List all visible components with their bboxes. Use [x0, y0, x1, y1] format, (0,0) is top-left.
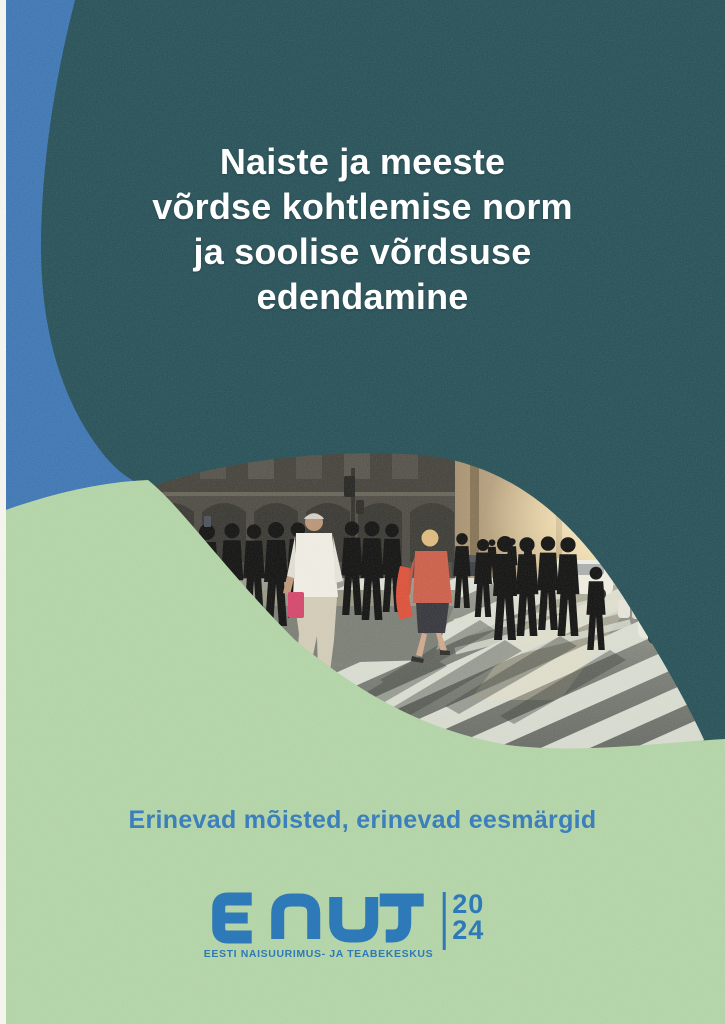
logo-tagline: EESTI NAISUURIMUS- JA TEABEKESKUS: [203, 948, 434, 960]
title-line-2: võrdse kohtlemise norm: [152, 186, 573, 227]
enut-wordmark: [207, 891, 429, 945]
cover-title: [0, 139, 725, 319]
enut-logo: [204, 891, 485, 960]
logo-year-top: 20: [452, 889, 485, 919]
letter-n: [277, 900, 313, 939]
title-line-1: Naiste ja meeste: [219, 141, 506, 182]
letter-t: [379, 900, 423, 936]
letter-u: [335, 897, 371, 936]
logo-divider: [442, 892, 445, 950]
letter-e: [218, 899, 251, 937]
cover-subtitle: Erinevad mõisted, erinevad eesmärgid: [128, 806, 597, 834]
title-line-3: ja soolise võrdsuse: [193, 231, 532, 272]
logo-year-bottom: 24: [452, 915, 485, 945]
title-line-4: edendamine: [256, 276, 469, 317]
